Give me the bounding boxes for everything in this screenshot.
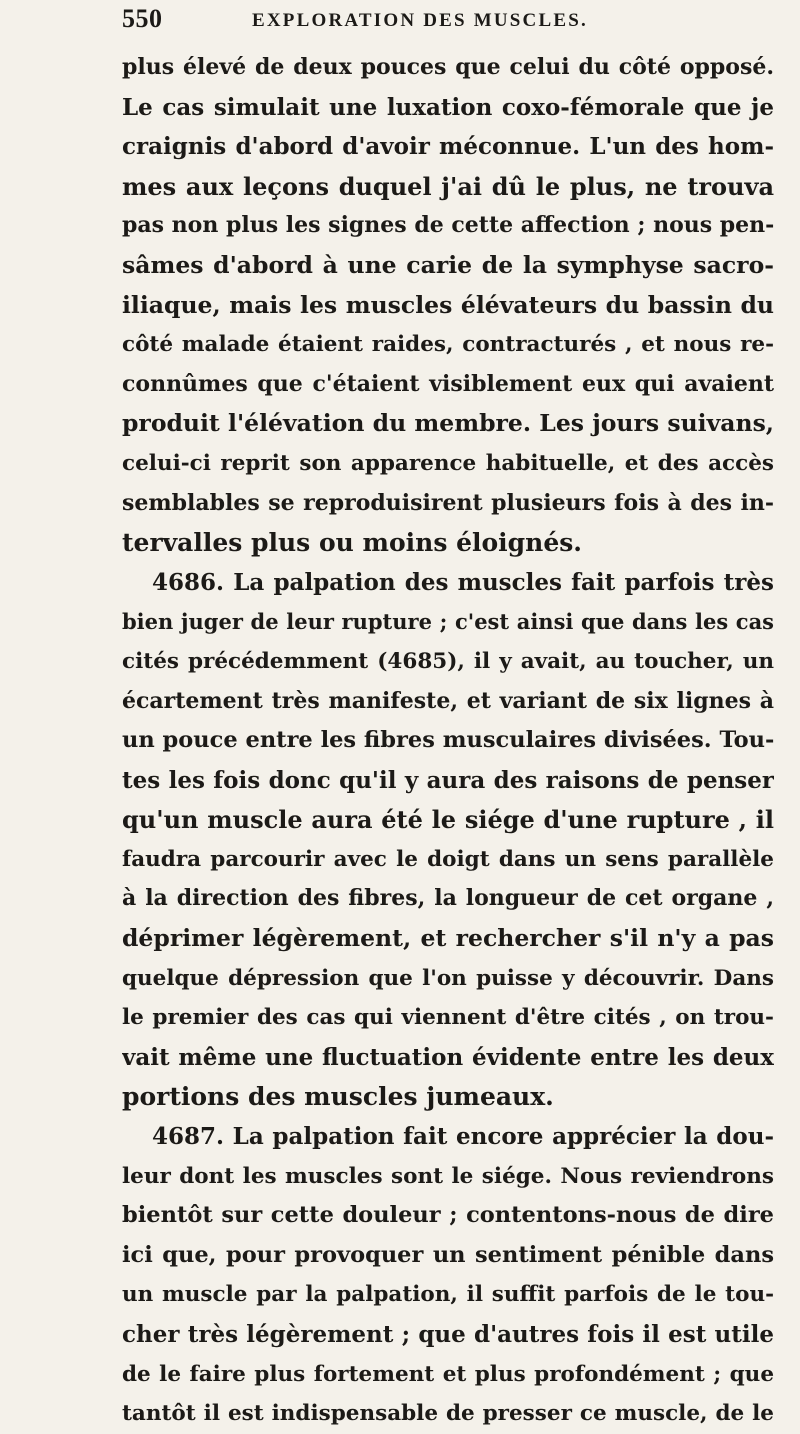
text-line: qu'un muscle aura été le siége d'une rupture , il [122, 805, 774, 835]
text-line: Le cas simulait une luxation coxo-fémorale que je [122, 93, 774, 121]
text-line: à la direction des fibres, la longueur de cet organe , [122, 885, 774, 912]
text-line: le premier des cas qui viennent d'être cités , on trou- [122, 1005, 774, 1031]
text-line: de le faire plus fortement et plus profondément ; que [122, 1361, 774, 1387]
text-line: tes les fois donc qu'il y aura des raisons de penser [122, 766, 774, 794]
paragraph-start-line: 4686. La palpation des muscles fait parfois très [152, 568, 774, 596]
text-line: mes aux leçons duquel j'ai dû le plus, ne trouva [122, 171, 774, 201]
text-line: semblables se reproduisirent plusieurs fois à des in- [122, 489, 774, 516]
body-text [122, 48, 774, 1434]
text-line: un pouce entre les fibres musculaires divisées. Tou- [122, 727, 774, 754]
text-line: côté malade étaient raides, contracturés , et nous re- [122, 332, 774, 358]
text-line: bien juger de leur rupture ; c'est ainsi que dans les cas [122, 609, 774, 635]
text-line: connûmes que c'étaient visiblement eux qui avaient [122, 370, 774, 397]
text-line: cher très légèrement ; que d'autres fois il est utile [122, 1321, 774, 1348]
text-line: sâmes d'abord à une carie de la symphyse sacro- [122, 250, 774, 279]
paragraph-start-line: 4687. La palpation fait encore apprécier la dou- [152, 1123, 774, 1151]
text-line: faudra parcourir avec le doigt dans un sens parallèle [122, 846, 774, 872]
text-line: ici que, pour provoquer un sentiment pénible dans [122, 1241, 774, 1268]
paragraph-end-line: portions des muscles jumeaux. [122, 1082, 554, 1112]
text-line: tantôt il est indispensable de presser ce muscle, de le [122, 1401, 774, 1427]
text-line: écartement très manifeste, et variant de six lignes à [122, 687, 774, 714]
running-head [122, 4, 772, 34]
text-line: produit l'élévation du membre. Les jours suivans, [122, 409, 774, 438]
paragraph-end-line: tervalles plus ou moins éloignés. [122, 528, 583, 558]
page-number: 550 [122, 4, 163, 33]
header-title: EXPLORATION DES MUSCLES. [252, 10, 588, 31]
text-line: cités précédemment (4685), il y avait, au toucher, un [122, 648, 774, 674]
text-line: pas non plus les signes de cette affection ; nous pen- [122, 212, 774, 239]
text-line: leur dont les muscles sont le siége. Nous reviendrons [122, 1163, 774, 1189]
text-line: vait même une fluctuation évidente entre les deux [122, 1043, 774, 1071]
text-line: iliaque, mais les muscles élévateurs du bassin du [122, 290, 774, 319]
text-line: quelque dépression que l'on puisse y découvrir. Dans [122, 965, 774, 991]
text-line: déprimer légèrement, et rechercher s'il n'y a pas [122, 924, 774, 953]
text-line: plus élevé de deux pouces que celui du côté opposé. [122, 54, 774, 80]
text-line: bientôt sur cette douleur ; contentons-nous de dire [122, 1202, 774, 1229]
text-line: un muscle par la palpation, il suffit parfois de le tou- [122, 1282, 774, 1308]
text-line: celui-ci reprit son apparence habituelle, et des accès [122, 450, 774, 476]
text-line: craignis d'abord d'avoir méconnue. L'un des hom- [122, 133, 774, 161]
